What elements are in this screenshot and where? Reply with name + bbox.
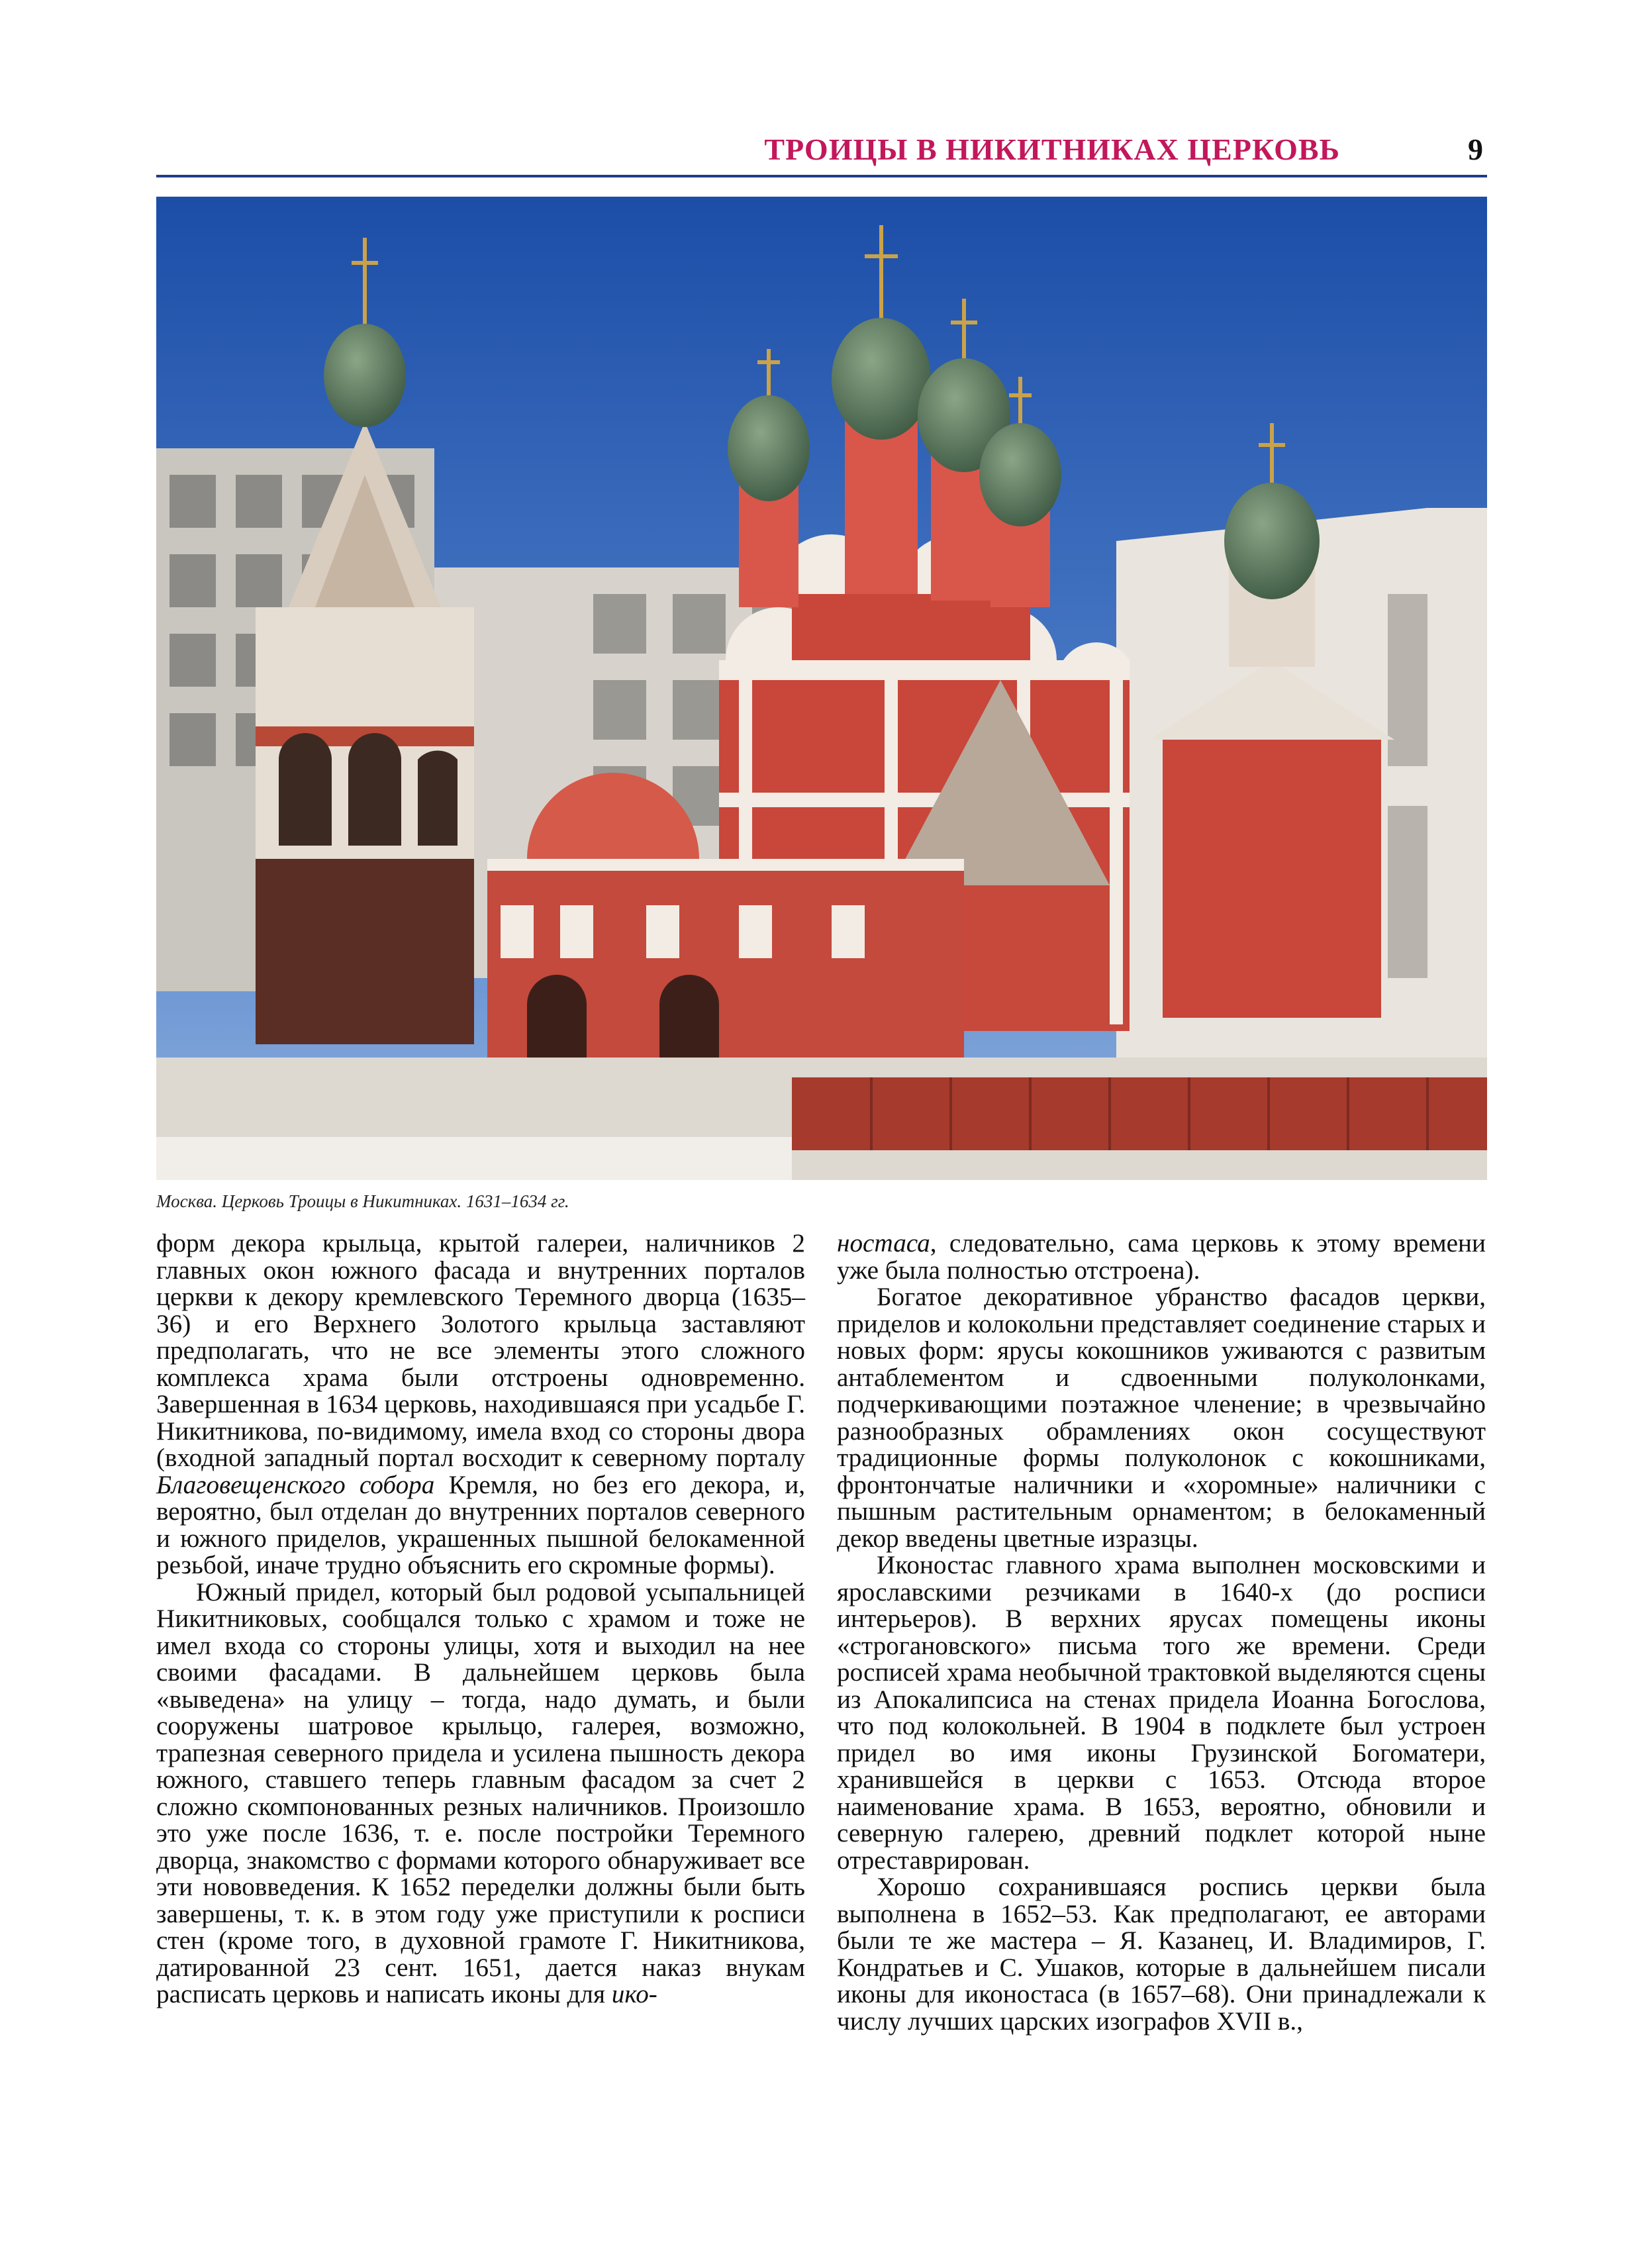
right-column xyxy=(837,1230,1486,2035)
figure-caption: Москва. Церковь Троицы в Никитниках. 1631–1634 гг. xyxy=(156,1191,569,1211)
left-column xyxy=(156,1230,805,2008)
paragraph: Хорошо сохранившаяся роспись церкви была выполнена в 1652–53. Как предполагают, ее авторами были те же мастера – Я. Казанец, И. Владимиров, Г. Кондратьев и С. Ушаков, которые в дальнейшем писали иконы для иконостаса (в 1657–68). Они принадлежали к числу лучших царских изографов XVII в., xyxy=(837,1873,1486,2036)
paragraph: Южный придел, который был родовой усыпальницей Никитниковых, сообщался только с храмом и тоже не имел входа со стороны улицы, хотя и выходил на нее своими фасадами. В дальнейшем церковь была «выведена» на улицу – тогда, надо думать, и были сооружены шатровое крыльцо, галерея, возможно, трапезная северного придела и усилена пышность декора южного, ставшего теперь главным фасадом за счет 2 сложно скомпонованных резных наличников. Произошло это уже после 1636, т. е. после постройки Теремного дворца, знакомство с формами которого обнаруживает все эти нововведения. К 1652 переделки должны были быть завершены, т. к. в этом году уже приступили к росписи стен (кроме того, в духовной грамоте Г. Никитникова, датированной 23 сент. 1651, дается наказ внукам расписать церковь и написать иконы для ико- xyxy=(156,1577,805,2008)
paragraph: Богатое декоративное убранство фасадов церкви, приделов и колокольни представляет соединение старых и новых форм: ярусы кокошников уживаются с развитым антаблементом и сдвоенными полуколонками, подчеркивающими поэтажное членение; в чрезвычайно разнообразных обрамлениях окон сосуществуют традиционные формы полуколонок с кокошниками, фронтончатые наличники и «хоромные» наличники с пышным растительным орнаментом; в белокаменный декор введены цветные изразцы. xyxy=(837,1283,1486,1553)
church-photo-illustration xyxy=(156,197,1487,1180)
emphasis: ико- xyxy=(611,1980,657,2008)
paragraph: Иконостас главного храма выполнен московскими и ярославскими резчиками в 1640-х (до росписи интерьеров). В верхних ярусах помещены иконы «строгановского» письма того же времени. Среди росписей храма необычной трактовкой выделяются сцены из Апокалипсиса на стенах придела Иоанна Богослова, что под колокольней. В 1904 в подклете был устроен придел во имя иконы Грузинской Богоматери, хранившейся в церкви с 1653. Отсюда второе наименование храма. В 1653, вероятно, обновили и северную галерею, древний подклет которой ныне отреставрирован. xyxy=(837,1551,1486,1875)
paragraph: ностаса, следовательно, сама церковь к этому времени уже была полностью отстроена). xyxy=(837,1229,1486,1285)
emphasis: Благовещенского собора xyxy=(156,1470,435,1499)
header-rule xyxy=(156,175,1487,177)
emphasis: ностаса xyxy=(837,1229,930,1257)
page-number: 9 xyxy=(1468,132,1483,166)
running-head-title: ТРОИЦЫ В НИКИТНИКАХ ЦЕРКОВЬ xyxy=(764,132,1340,166)
running-head xyxy=(156,130,1487,170)
paragraph: форм декора крыльца, крытой галереи, наличников 2 главных окон южного фасада и внутренних порталов церкви к декору кремлевского Теремного дворца (1635–36) и его Верхнего Золотого крыльца заставляют предполагать, что не все элементы этого сложного комплекса храма были отстроены одновременно. Завершенная в 1634 церковь, находившаяся при усадьбе Г. Никитникова, по-видимому, имела вход со стороны двора (входной западный портал восходит к северному порталу Благовещенского собора Кремля, но без его декора, и, вероятно, был отделан до внутренних порталов северного и южного приделов, украшенных пышной белокаменной резьбой, иначе трудно объяснить его скромные формы). xyxy=(156,1229,805,1579)
church-photo xyxy=(156,197,1487,1180)
